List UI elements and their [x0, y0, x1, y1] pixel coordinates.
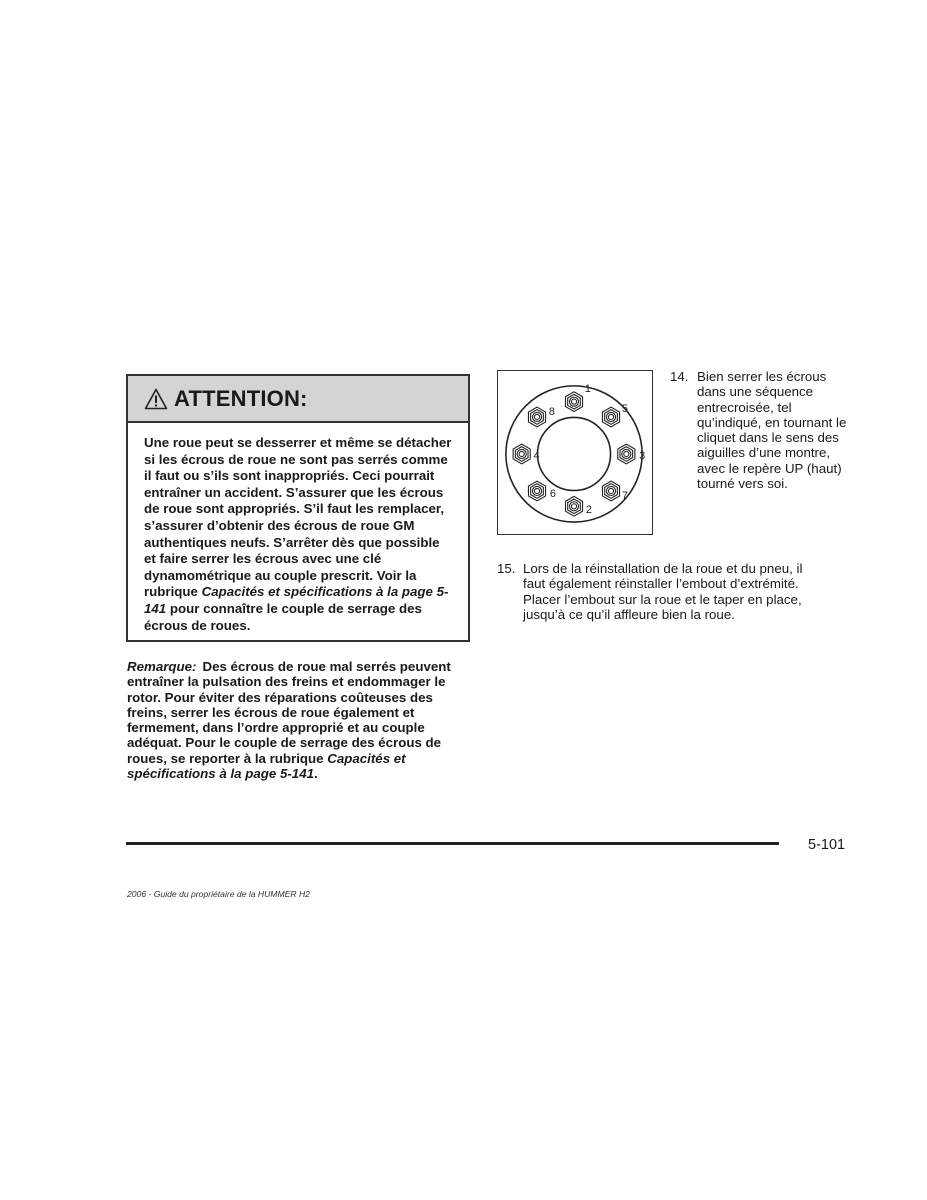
remark-body-text-end: .: [313, 766, 318, 782]
lug-nut-label: 1: [584, 382, 591, 395]
lug-nut-8: [528, 406, 554, 427]
remark-label: Remarque:: [127, 659, 197, 674]
lug-nut-label: 3: [639, 449, 646, 462]
step-number: 15.: [497, 561, 516, 576]
lug-nut-sequence-figure: [497, 370, 653, 535]
lug-nut-5: [602, 403, 627, 427]
attention-body: [128, 423, 468, 634]
attention-body-text: Une roue peut se desserrer et même se détacher si les écrous de roue ne sont pas serrés comme il faut ou s’ils sont inappropriés. Ceci pourrait entraîner un accident. S’assurer que les écrous de roue sont appropriés. S’il faut les remplacer, s’assurer d’obtenir des écrous de roue GM authentiques neufs. S’arrêter dès que possible et faire serrer les écrous avec une clé dynamométrique au couple prescrit. Voir la rubrique: [144, 435, 452, 600]
wheel-center-bore: [537, 417, 610, 490]
remark-paragraph: [127, 659, 472, 781]
lug-nut-6: [528, 481, 555, 501]
step-text: Bien serrer les écrous dans une séquence entrecroisée, tel qu’indiqué, en tournant le cliquet dans le sens des aiguilles d’une montre, avec le repère UP (haut) tourné vers soi.: [697, 369, 847, 492]
lug-nut-7: [602, 481, 627, 502]
step-number: 14.: [670, 369, 689, 384]
attention-body-text-end: pour connaître le couple de serrage des écrous de roues.: [144, 600, 422, 633]
lug-nut-label: 7: [621, 489, 628, 502]
attention-box: [126, 374, 470, 642]
attention-title: ATTENTION:: [174, 385, 308, 411]
wheel-hub-diagram: [498, 371, 652, 534]
attention-reference-link[interactable]: Capacités et spécifications à la page 5-141: [144, 584, 449, 616]
lug-nut-label: 8: [548, 405, 555, 418]
document-footer-title: 2006 - Guide du propriétaire de la HUMMER H2: [127, 889, 310, 899]
page-number: 5-101: [808, 837, 846, 853]
attention-header: [128, 376, 468, 423]
step-text: Lors de la réinstallation de la roue et du pneu, il faut également réinstaller l’embout d’extrémité. Placer l’embout sur la roue et le taper en place, jusqu’à ce qu’il affleure bien la roue.: [523, 561, 803, 622]
step-15: [497, 561, 827, 622]
footer-rule: [126, 842, 779, 845]
lug-nut-label: 2: [585, 504, 592, 517]
lug-nut-1: [565, 383, 590, 412]
lug-nut-label: 6: [549, 487, 556, 500]
lug-nut-2: [565, 496, 591, 516]
lug-nut-label: 4: [533, 449, 540, 462]
warning-triangle-icon: [144, 388, 168, 410]
remark-body-text: Des écrous de roue mal serrés peuvent entraîner la pulsation des freins et endommager le rotor. Pour éviter des réparations coûteuses des freins, serrer les écrous de roue également et fermement, dans l’ordre approprié et au couple adéquat. Pour le couple de serrage des écrous de roues, se reporter à la rubrique: [127, 659, 451, 766]
lug-nut-4: [513, 444, 539, 464]
step-14: [670, 369, 850, 491]
lug-nut-label: 5: [621, 403, 628, 416]
remark-reference-link[interactable]: Capacités et spécifications à la page 5-141: [127, 750, 406, 782]
